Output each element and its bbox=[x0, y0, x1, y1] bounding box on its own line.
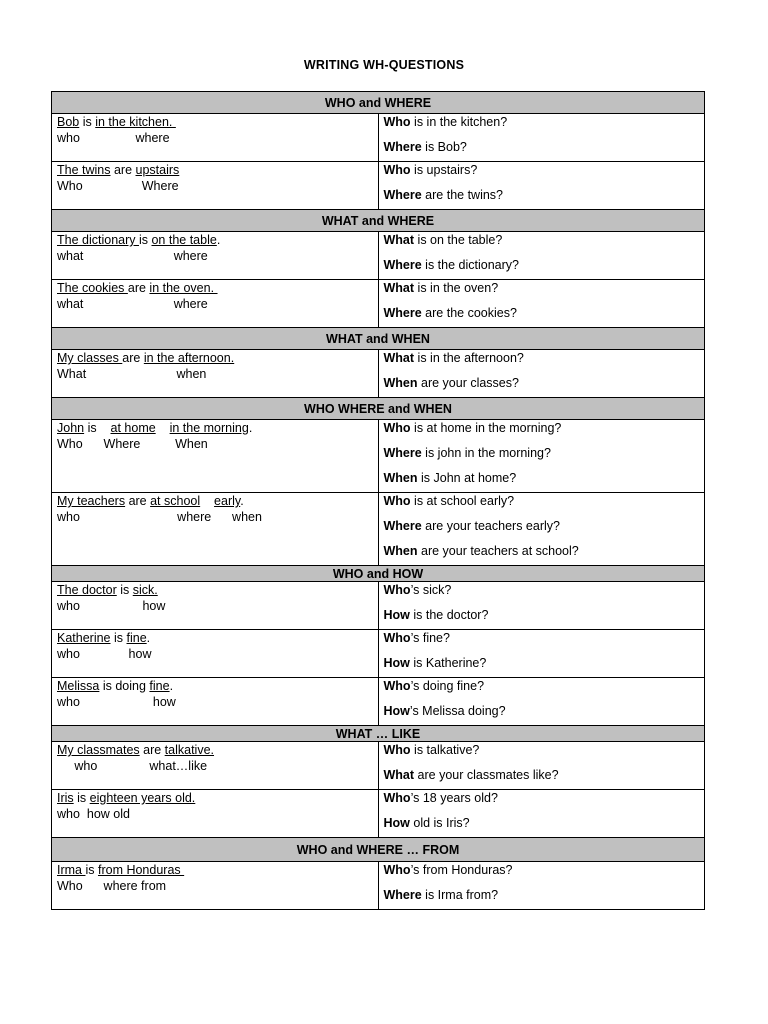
underlined-phrase: My classmates bbox=[57, 743, 140, 757]
section-header: WHO and WHERE bbox=[52, 92, 705, 114]
underlined-phrase: upstairs bbox=[135, 163, 180, 177]
text-run: are your classes? bbox=[417, 376, 519, 390]
question-cell bbox=[378, 162, 705, 210]
text-run: is bbox=[116, 583, 133, 597]
sentence-cell bbox=[52, 350, 379, 398]
text-run: is the dictionary? bbox=[421, 258, 519, 272]
section-header-row bbox=[52, 838, 705, 862]
wh-question bbox=[384, 582, 701, 607]
question-word: Who bbox=[383, 743, 411, 757]
sentence-cell bbox=[52, 742, 379, 790]
underlined-phrase: My teachers bbox=[57, 494, 126, 508]
text-run: . bbox=[248, 421, 253, 435]
question-cell bbox=[378, 232, 705, 280]
text-run: are your teachers early? bbox=[421, 519, 560, 533]
wh-question bbox=[384, 790, 701, 815]
example-sentence bbox=[57, 790, 374, 806]
text-run: is at home in the morning? bbox=[410, 421, 562, 435]
question-word-labels: who how old bbox=[57, 807, 130, 821]
question-word: Where bbox=[383, 446, 422, 460]
text-run: are your teachers at school? bbox=[417, 544, 579, 558]
wh-question bbox=[384, 187, 701, 209]
text-run: are bbox=[122, 351, 144, 365]
wh-question bbox=[384, 350, 701, 375]
text-run: are bbox=[125, 494, 151, 508]
underlined-phrase: Irma bbox=[57, 863, 86, 877]
question-word: What bbox=[383, 768, 415, 782]
sentence-cell bbox=[52, 280, 379, 328]
question-word: Who bbox=[383, 115, 411, 129]
sentence-cell bbox=[52, 862, 379, 910]
underlined-phrase: fine bbox=[126, 631, 147, 645]
wh-question bbox=[384, 815, 701, 837]
question-word: Where bbox=[383, 258, 422, 272]
question-cell bbox=[378, 742, 705, 790]
text-run: are bbox=[110, 163, 136, 177]
question-cell bbox=[378, 493, 705, 566]
underlined-phrase: eighteen years old. bbox=[89, 791, 196, 805]
text-run: are bbox=[139, 743, 165, 757]
table-row bbox=[52, 350, 705, 398]
underlined-phrase: in the morning bbox=[169, 421, 249, 435]
example-sentence bbox=[57, 742, 374, 758]
table-row bbox=[52, 862, 705, 910]
question-word: Who bbox=[383, 863, 411, 877]
wh-question bbox=[384, 445, 701, 470]
question-word-labels: What when bbox=[57, 367, 207, 381]
text-run: is bbox=[79, 115, 96, 129]
table-row bbox=[52, 232, 705, 280]
question-word: Where bbox=[383, 306, 422, 320]
text-run: ’s sick? bbox=[410, 583, 452, 597]
question-word: How bbox=[383, 704, 410, 718]
question-cell bbox=[378, 280, 705, 328]
text-run: ’s from Honduras? bbox=[410, 863, 513, 877]
text-run: is John at home? bbox=[417, 471, 517, 485]
wh-question bbox=[384, 607, 701, 629]
question-word: Who bbox=[383, 791, 411, 805]
question-word-labels: Who Where bbox=[57, 179, 179, 193]
table-row bbox=[52, 630, 705, 678]
question-cell bbox=[378, 790, 705, 838]
wh-question bbox=[384, 257, 701, 279]
question-word: What bbox=[383, 351, 415, 365]
wh-question bbox=[384, 862, 701, 887]
page-title: WRITING WH-QUESTIONS bbox=[303, 58, 465, 72]
sentence-cell bbox=[52, 114, 379, 162]
wh-question bbox=[384, 887, 701, 909]
underlined-phrase: Katherine bbox=[57, 631, 111, 645]
question-cell bbox=[378, 678, 705, 726]
question-word-labels: who how bbox=[57, 695, 176, 709]
underlined-phrase: The dictionary bbox=[57, 233, 139, 247]
wh-question bbox=[384, 162, 701, 187]
question-cell bbox=[378, 582, 705, 630]
text-run: is bbox=[138, 233, 152, 247]
text-run: . bbox=[240, 494, 244, 508]
sentence-cell bbox=[52, 678, 379, 726]
underlined-phrase: Iris bbox=[57, 791, 74, 805]
question-cell bbox=[378, 350, 705, 398]
table-row bbox=[52, 742, 705, 790]
question-word-labels: who how bbox=[57, 599, 166, 613]
table-row bbox=[52, 790, 705, 838]
text-run: are the cookies? bbox=[421, 306, 517, 320]
section-header-row bbox=[52, 726, 705, 742]
text-run: is in the kitchen? bbox=[410, 115, 508, 129]
wh-question bbox=[384, 767, 701, 789]
sentence-cell bbox=[52, 162, 379, 210]
example-sentence bbox=[57, 493, 374, 509]
question-word: Who bbox=[383, 421, 411, 435]
wh-question bbox=[384, 518, 701, 543]
underlined-phrase: from Honduras bbox=[97, 863, 185, 877]
wh-question bbox=[384, 543, 701, 565]
section-header-row bbox=[52, 210, 705, 232]
table-row bbox=[52, 493, 705, 566]
wh-question bbox=[384, 280, 701, 305]
underlined-phrase: at home bbox=[110, 421, 156, 435]
question-word: How bbox=[383, 608, 410, 622]
question-cell bbox=[378, 420, 705, 493]
question-word: Who bbox=[383, 494, 411, 508]
text-run: is john in the morning? bbox=[421, 446, 551, 460]
text-run bbox=[200, 494, 214, 508]
text-run: ’s 18 years old? bbox=[410, 791, 498, 805]
wh-question bbox=[384, 232, 701, 257]
text-run: . bbox=[216, 233, 221, 247]
underlined-phrase: Bob bbox=[57, 115, 80, 129]
text-run: are the twins? bbox=[421, 188, 503, 202]
wh-question bbox=[384, 703, 701, 725]
sentence-cell bbox=[52, 232, 379, 280]
underlined-phrase: in the oven. bbox=[149, 281, 218, 295]
underlined-phrase: The cookies bbox=[57, 281, 128, 295]
underlined-phrase: in the kitchen. bbox=[95, 115, 176, 129]
text-run: old is Iris? bbox=[409, 816, 470, 830]
underlined-phrase: My classes bbox=[57, 351, 123, 365]
text-run: is the doctor? bbox=[409, 608, 489, 622]
example-sentence bbox=[57, 350, 374, 366]
table-row bbox=[52, 582, 705, 630]
example-sentence bbox=[57, 280, 374, 296]
text-run: is doing bbox=[99, 679, 150, 693]
text-run: is in the oven? bbox=[414, 281, 499, 295]
example-sentence bbox=[57, 162, 374, 178]
question-word: Where bbox=[383, 188, 422, 202]
text-run: is talkative? bbox=[410, 743, 480, 757]
example-sentence bbox=[57, 232, 374, 248]
question-word: Who bbox=[383, 583, 411, 597]
question-word-labels: who how bbox=[57, 647, 152, 661]
section-header: WHO and HOW bbox=[52, 566, 705, 582]
text-run: are bbox=[127, 281, 150, 295]
table-row bbox=[52, 162, 705, 210]
text-run bbox=[156, 421, 170, 435]
section-header: WHAT and WHERE bbox=[52, 210, 705, 232]
underlined-phrase: The twins bbox=[57, 163, 111, 177]
table-row bbox=[52, 420, 705, 493]
question-word: What bbox=[383, 281, 415, 295]
sentence-cell bbox=[52, 420, 379, 493]
table-row bbox=[52, 280, 705, 328]
underlined-phrase: talkative. bbox=[164, 743, 215, 757]
question-word: How bbox=[383, 656, 410, 670]
section-header: WHO WHERE and WHEN bbox=[52, 398, 705, 420]
section-header: WHO and WHERE … FROM bbox=[52, 838, 705, 862]
wh-question bbox=[384, 114, 701, 139]
section-header: WHAT … LIKE bbox=[52, 726, 705, 742]
question-word-labels: Who where from bbox=[57, 879, 167, 893]
underlined-phrase: sick. bbox=[132, 583, 158, 597]
question-word: When bbox=[383, 471, 418, 485]
question-word-labels: what where bbox=[57, 297, 208, 311]
section-header-row bbox=[52, 566, 705, 582]
underlined-phrase: early bbox=[214, 494, 241, 508]
question-cell bbox=[378, 862, 705, 910]
section-header-row bbox=[52, 92, 705, 114]
question-word-labels: what where bbox=[57, 249, 208, 263]
underlined-phrase: at school bbox=[150, 494, 201, 508]
underlined-phrase: in the afternoon. bbox=[143, 351, 235, 365]
sentence-cell bbox=[52, 630, 379, 678]
text-run: ’s fine? bbox=[410, 631, 450, 645]
wh-question bbox=[384, 678, 701, 703]
text-run: are your classmates like? bbox=[414, 768, 559, 782]
example-sentence bbox=[57, 582, 374, 598]
question-word: How bbox=[383, 816, 410, 830]
text-run: is bbox=[110, 631, 127, 645]
underlined-phrase: John bbox=[57, 421, 85, 435]
question-word-labels: Who Where When bbox=[57, 437, 208, 451]
question-word: Who bbox=[383, 679, 411, 693]
wh-question bbox=[384, 742, 701, 767]
text-run: is Bob? bbox=[421, 140, 467, 154]
text-run: is on the table? bbox=[414, 233, 503, 247]
underlined-phrase: The doctor bbox=[57, 583, 117, 597]
example-sentence bbox=[57, 630, 374, 646]
question-word-labels: who what…like bbox=[57, 759, 208, 773]
sentence-cell bbox=[52, 493, 379, 566]
wh-question bbox=[384, 420, 701, 445]
underlined-phrase: on the table bbox=[151, 233, 217, 247]
section-header: WHAT and WHEN bbox=[52, 328, 705, 350]
text-run: is bbox=[73, 791, 90, 805]
section-header-row bbox=[52, 398, 705, 420]
question-word: Who bbox=[383, 631, 411, 645]
question-word-labels: who where bbox=[57, 131, 170, 145]
example-sentence bbox=[57, 678, 374, 694]
text-run: is in the afternoon? bbox=[414, 351, 524, 365]
question-word: Who bbox=[383, 163, 411, 177]
sentence-cell bbox=[52, 582, 379, 630]
question-word: When bbox=[383, 376, 418, 390]
text-run: is upstairs? bbox=[410, 163, 478, 177]
text-run: is Katherine? bbox=[409, 656, 487, 670]
table-body bbox=[52, 92, 705, 910]
wh-question bbox=[384, 630, 701, 655]
question-word: Where bbox=[383, 519, 422, 533]
text-run: is Irma from? bbox=[421, 888, 499, 902]
question-cell bbox=[378, 114, 705, 162]
question-word-labels: who where when bbox=[57, 510, 262, 524]
text-run: ’s Melissa doing? bbox=[409, 704, 506, 718]
table-row bbox=[52, 678, 705, 726]
wh-question bbox=[384, 655, 701, 677]
question-word: What bbox=[383, 233, 415, 247]
table-row bbox=[52, 114, 705, 162]
text-run: is bbox=[84, 421, 111, 435]
example-sentence bbox=[57, 862, 374, 878]
wh-question bbox=[384, 139, 701, 161]
wh-question bbox=[384, 305, 701, 327]
wh-questions-table bbox=[51, 91, 705, 910]
question-word: Where bbox=[383, 140, 422, 154]
wh-question bbox=[384, 375, 701, 397]
sentence-cell bbox=[52, 790, 379, 838]
section-header-row bbox=[52, 328, 705, 350]
question-cell bbox=[378, 630, 705, 678]
text-run: is at school early? bbox=[410, 494, 515, 508]
underlined-phrase: Melissa bbox=[57, 679, 100, 693]
text-run: . bbox=[169, 679, 174, 693]
wh-question bbox=[384, 470, 701, 492]
text-run: is bbox=[85, 863, 98, 877]
underlined-phrase: fine bbox=[149, 679, 170, 693]
wh-question bbox=[384, 493, 701, 518]
example-sentence bbox=[57, 420, 374, 436]
question-word: When bbox=[383, 544, 418, 558]
example-sentence bbox=[57, 114, 374, 130]
text-run: ’s doing fine? bbox=[410, 679, 485, 693]
text-run: . bbox=[146, 631, 151, 645]
question-word: Where bbox=[383, 888, 422, 902]
